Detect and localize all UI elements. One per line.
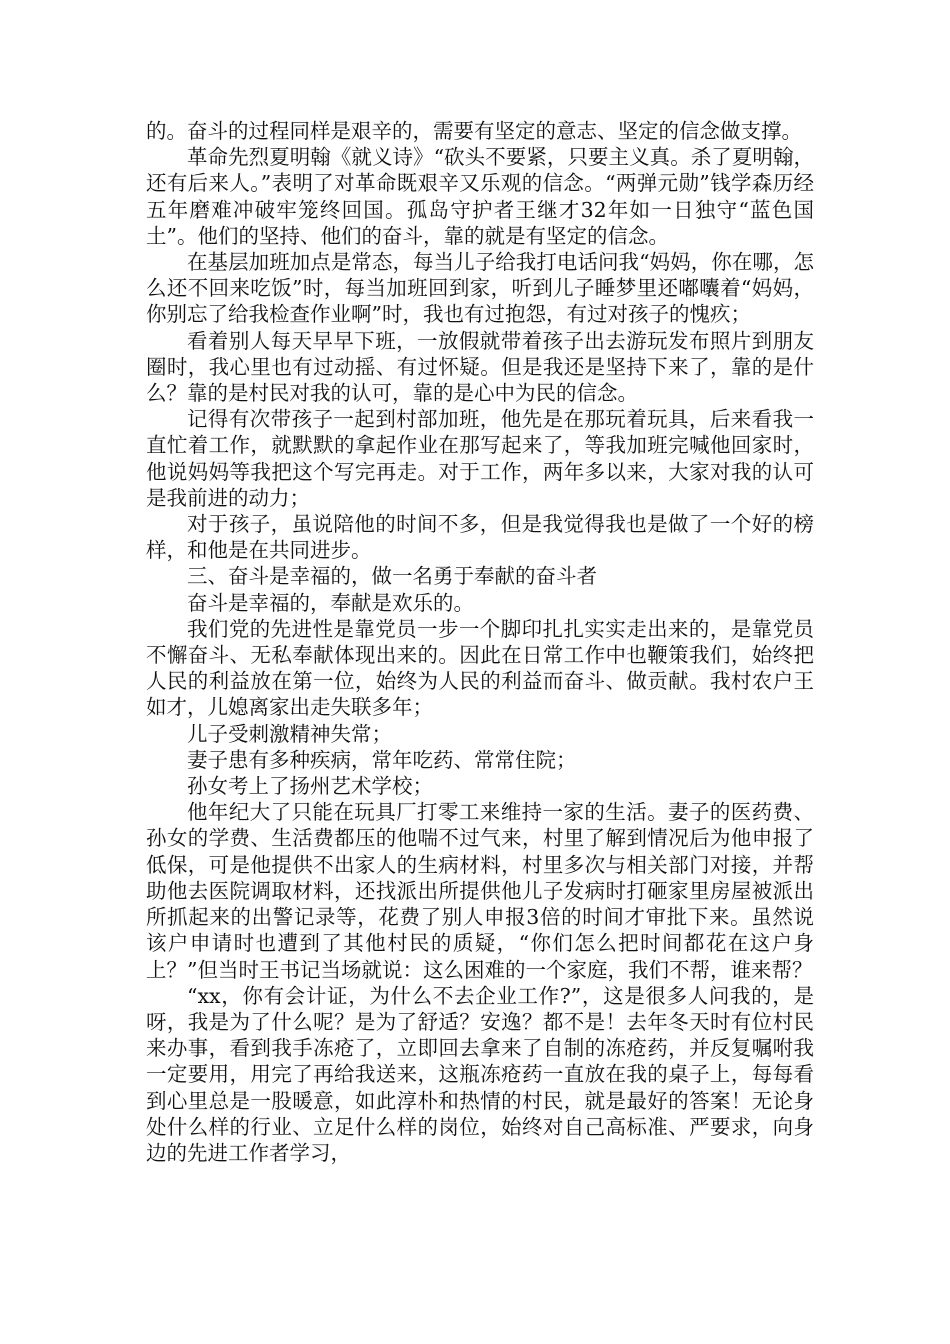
paragraph: 的。奋斗的过程同样是艰辛的，需要有坚定的意志、坚定的信念做支撑。: [146, 119, 802, 143]
paragraph: 奋斗是幸福的，奉献是欢乐的。: [187, 590, 474, 615]
paragraph: 记得有次带孩子一起到村部加班，他先是在那玩着玩具，后来看我一直忙着工作，就默默的拿起作业在那写起来了，等我加班完喊他回家时，他说妈妈等我把这个写完再走。对于工作，两年多以来，大家对我的认可是我前进的动力；: [146, 407, 814, 510]
paragraph: 孙女考上了扬州艺术学校；: [187, 774, 433, 799]
paragraph: 革命先烈夏明翰《就义诗》“砍头不要紧，只要主义真。杀了夏明翰，还有后来人。”表明了对革命既艰辛又乐观的信念。“两弹元勋”钱学森历经五年磨难冲破牢笼终回国。孤岛守护者王继才32年如一日独守“蓝色国土”。他们的坚持、他们的奋斗，靠的就是有坚定的信念。: [146, 145, 814, 248]
paragraph: 儿子受刺激精神失常；: [187, 721, 392, 746]
paragraph: 在基层加班加点是常态，每当儿子给我打电话问我“妈妈，你在哪，怎么还不回来吃饭”时，每当加班回到家，听到儿子睡梦里还嘟囔着“妈妈，你别忘了给我检查作业啊”时，我也有过抱怨，有过对孩子的愧疚；: [146, 250, 814, 327]
paragraph: 对于孩子，虽说陪他的时间不多，但是我觉得我也是做了一个好的榜样，和他是在共同进步。: [146, 512, 814, 563]
document-body: [146, 118, 814, 1166]
paragraph: 看着别人每天早早下班，一放假就带着孩子出去游玩发布照片到朋友圈时，我心里也有过动摇、有过怀疑。但是我还是坚持下来了，靠的是什么？靠的是村民对我的认可，靠的是心中为民的信念。: [146, 328, 814, 406]
paragraph: “xx，你有会计证，为什么不去企业工作?”，这是很多人问我的，是呀，我是为了什么呢？是为了舒适？安逸？都不是！去年冬天时有位村民来办事，看到我手冻疮了，立即回去拿来了自制的冻疮药，并反复嘱咐我一定要用，用完了再给我送来，这瓶冻疮药一直放在我的桌子上，每每看到心里总是一股暖意，如此淳朴和热情的村民，就是最好的答案！无论身处什么样的行业、立足什么样的岗位，始终对自己高标准、严要求，向身边的先进工作者学习，: [146, 983, 814, 1165]
paragraph: 他年纪大了只能在玩具厂打零工来维持一家的生活。妻子的医药费、孙女的学费、生活费都压的他喘不过气来，村里了解到情况后为他申报了低保，可是他提供不出家人的生病材料，村里多次与相关部门对接，并帮助他去医院调取材料，还找派出所提供他儿子发病时打砸家里房屋被派出所抓起来的出警记录等，花费了别人申报3倍的时间才审批下来。虽然说该户申请时也遭到了其他村民的质疑，“你们怎么把时间都花在这户身上？”但当时王书记当场就说：这么困难的一个家庭，我们不帮，谁来帮？: [146, 800, 814, 982]
paragraph: 妻子患有多种疾病，常年吃药、常常住院；: [187, 747, 577, 772]
section-heading: 三、奋斗是幸福的，做一名勇于奉献的奋斗者: [187, 564, 597, 589]
paragraph: 我们党的先进性是靠党员一步一个脚印扎扎实实走出来的，是靠党员不懈奋斗、无私奉献体现出来的。因此在日常工作中也鞭策我们，始终把人民的利益放在第一位，始终为人民的利益而奋斗、做贡献。我村农户王如才，儿媳离家出走失联多年；: [146, 616, 814, 720]
